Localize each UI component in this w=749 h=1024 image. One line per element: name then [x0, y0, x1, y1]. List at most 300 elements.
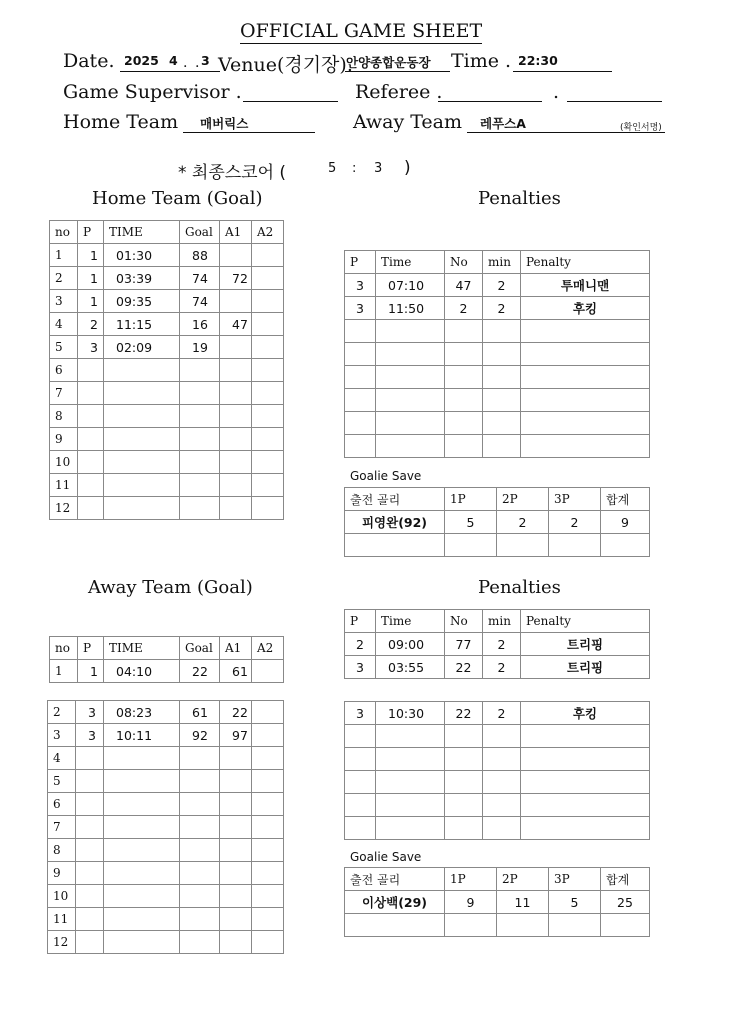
- venue-value[interactable]: 안양종합운동장: [346, 55, 431, 70]
- supervisor-field[interactable]: [243, 101, 338, 102]
- home-penalty-cell[interactable]: [376, 343, 445, 366]
- away-goal-cell[interactable]: [220, 908, 252, 931]
- away-goal-cell[interactable]: 3: [76, 701, 104, 724]
- away-penalty-cell[interactable]: [521, 817, 650, 840]
- away-penalty-cell[interactable]: 3: [345, 656, 376, 679]
- home-penalty-cell[interactable]: [445, 389, 483, 412]
- home-penalty-cell[interactable]: [376, 389, 445, 412]
- home-goal-cell[interactable]: 2: [78, 313, 104, 336]
- home-penalty-cell[interactable]: 3: [345, 274, 376, 297]
- home-penalty-cell[interactable]: [345, 366, 376, 389]
- away-goal-cell[interactable]: [252, 701, 284, 724]
- away-goal-cell[interactable]: 04:10: [104, 660, 180, 683]
- away-goal-cell[interactable]: [104, 747, 180, 770]
- home-penalty-cell[interactable]: [445, 412, 483, 435]
- away-goal-cell[interactable]: [104, 908, 180, 931]
- away-goal-cell[interactable]: [180, 931, 220, 954]
- home-goal-title: Home Team (Goal): [92, 188, 263, 209]
- home-goalie-cell[interactable]: [445, 534, 497, 557]
- home-penalty-cell[interactable]: 투매니맨: [521, 274, 650, 297]
- home-goalie-column-header: 2P: [497, 488, 549, 511]
- away-penalty-cell[interactable]: [445, 817, 483, 840]
- home-goal-cell[interactable]: 74: [180, 290, 220, 313]
- away-goal-cell[interactable]: [104, 839, 180, 862]
- away-goalie-cell[interactable]: 이상백(29): [345, 891, 445, 914]
- home-goalie-cell[interactable]: 5: [445, 511, 497, 534]
- away-goal-cell[interactable]: [220, 747, 252, 770]
- home-goal-cell[interactable]: 11:15: [104, 313, 180, 336]
- away-penalty-row: [345, 817, 650, 840]
- away-penalty-cell[interactable]: [521, 725, 650, 748]
- away-penalty-cell[interactable]: [345, 748, 376, 771]
- away-goal-cell[interactable]: [76, 747, 104, 770]
- away-penalty-cell[interactable]: [483, 817, 521, 840]
- away-goal-cell[interactable]: 10:11: [104, 724, 180, 747]
- home-goal-cell[interactable]: 02:09: [104, 336, 180, 359]
- away-goal-cell[interactable]: 3: [76, 724, 104, 747]
- home-goal-cell[interactable]: 3: [50, 290, 78, 313]
- away-goalie-cell[interactable]: [549, 914, 601, 937]
- away-goal-cell[interactable]: 22: [220, 701, 252, 724]
- away-goalie-cell[interactable]: 25: [601, 891, 650, 914]
- away-goal-cell[interactable]: 2: [48, 701, 76, 724]
- date-underline: [120, 71, 220, 72]
- away-goal-cell[interactable]: 08:23: [104, 701, 180, 724]
- away-penalty-cell[interactable]: [445, 771, 483, 794]
- home-goal-cell[interactable]: [78, 405, 104, 428]
- away-penalty-cell[interactable]: 03:55: [376, 656, 445, 679]
- home-goal-cell[interactable]: 88: [180, 244, 220, 267]
- home-penalty-cell[interactable]: [445, 366, 483, 389]
- home-goalie-cell[interactable]: 9: [601, 511, 650, 534]
- final-score-away: 3: [374, 161, 383, 176]
- home-goal-cell[interactable]: [220, 244, 252, 267]
- home-penalty-cell[interactable]: [345, 389, 376, 412]
- home-team-value[interactable]: 매버릭스: [200, 116, 249, 131]
- away-goal-cell[interactable]: [252, 862, 284, 885]
- home-goal-cell[interactable]: [180, 428, 220, 451]
- home-goal-cell[interactable]: [78, 474, 104, 497]
- date-month[interactable]: 4: [169, 53, 178, 68]
- away-goal-cell[interactable]: [220, 770, 252, 793]
- away-penalty-cell[interactable]: [345, 725, 376, 748]
- away-goal-cell[interactable]: [252, 816, 284, 839]
- home-goal-cell[interactable]: 2: [50, 267, 78, 290]
- home-penalty-cell[interactable]: 11:50: [376, 297, 445, 320]
- home-penalty-cell[interactable]: 2: [483, 274, 521, 297]
- home-goal-cell[interactable]: [104, 474, 180, 497]
- home-goalie-row: [345, 534, 650, 557]
- time-label: Time .: [451, 50, 512, 72]
- home-goal-cell[interactable]: [252, 451, 284, 474]
- supervisor-label: Game Supervisor .: [63, 81, 242, 103]
- home-goal-row: [50, 451, 284, 474]
- referee-field-2[interactable]: [567, 101, 662, 102]
- away-penalty-cell[interactable]: [521, 748, 650, 771]
- away-penalty-cell[interactable]: [345, 817, 376, 840]
- home-goal-cell[interactable]: 8: [50, 405, 78, 428]
- away-penalty-cell[interactable]: [483, 748, 521, 771]
- away-penalty-cell[interactable]: [483, 794, 521, 817]
- home-goal-cell[interactable]: [104, 359, 180, 382]
- home-goal-cell[interactable]: 11: [50, 474, 78, 497]
- away-goalie-column-header: 2P: [497, 868, 549, 891]
- home-goal-cell[interactable]: [78, 359, 104, 382]
- away-goalie-table: [344, 867, 650, 937]
- home-penalty-cell[interactable]: 2: [445, 297, 483, 320]
- away-goal-cell[interactable]: [104, 793, 180, 816]
- away-goal-cell[interactable]: 9: [48, 862, 76, 885]
- home-goal-cell[interactable]: 7: [50, 382, 78, 405]
- home-goal-cell[interactable]: [78, 428, 104, 451]
- away-penalty-cell[interactable]: 3: [345, 702, 376, 725]
- home-goal-row: [50, 359, 284, 382]
- home-goal-cell[interactable]: 10: [50, 451, 78, 474]
- home-goal-cell[interactable]: [252, 290, 284, 313]
- home-goal-row: [50, 382, 284, 405]
- away-penalty-cell[interactable]: 트리핑: [521, 633, 650, 656]
- home-goal-cell[interactable]: 01:30: [104, 244, 180, 267]
- home-goal-row: [50, 267, 284, 290]
- home-goal-cell[interactable]: [252, 382, 284, 405]
- away-penalty-cell[interactable]: [483, 725, 521, 748]
- away-goal-cell[interactable]: [180, 747, 220, 770]
- home-goal-cell[interactable]: [220, 382, 252, 405]
- home-goal-cell[interactable]: [220, 451, 252, 474]
- away-penalty-cell[interactable]: 22: [445, 656, 483, 679]
- home-goal-cell[interactable]: [252, 474, 284, 497]
- home-goal-cell[interactable]: [220, 359, 252, 382]
- home-goal-cell[interactable]: [252, 359, 284, 382]
- away-goal-cell[interactable]: 1: [78, 660, 104, 683]
- away-goal-cell[interactable]: [252, 724, 284, 747]
- away-penalty-cell[interactable]: [376, 794, 445, 817]
- home-penalty-cell[interactable]: [521, 389, 650, 412]
- home-goalie-cell[interactable]: 피영완(92): [345, 511, 445, 534]
- away-goal-cell[interactable]: [76, 793, 104, 816]
- away-penalty-cell[interactable]: 후킹: [521, 702, 650, 725]
- home-goalie-cell[interactable]: [549, 534, 601, 557]
- away-goal-row: [50, 660, 284, 683]
- away-penalty-cell[interactable]: [376, 771, 445, 794]
- home-penalty-row: [345, 320, 650, 343]
- away-goalie-column-header: 합계: [601, 868, 650, 891]
- away-goal-row: [48, 908, 284, 931]
- home-goal-cell[interactable]: 1: [78, 290, 104, 313]
- away-goal-column-header: TIME: [104, 637, 180, 660]
- home-penalty-row: [345, 435, 650, 458]
- home-penalty-cell[interactable]: 07:10: [376, 274, 445, 297]
- home-penalty-cell[interactable]: [521, 412, 650, 435]
- home-goal-cell[interactable]: [78, 382, 104, 405]
- away-goal-cell[interactable]: 12: [48, 931, 76, 954]
- home-goal-column-header: Goal: [180, 221, 220, 244]
- home-goal-cell[interactable]: [180, 474, 220, 497]
- away-goal-cell[interactable]: [76, 839, 104, 862]
- final-score-home: 5: [328, 161, 337, 176]
- away-goalie-cell[interactable]: 11: [497, 891, 549, 914]
- away-penalty-cell[interactable]: [445, 748, 483, 771]
- home-penalty-cell[interactable]: 47: [445, 274, 483, 297]
- home-goal-cell[interactable]: 6: [50, 359, 78, 382]
- home-team-label: Home Team: [63, 111, 179, 133]
- away-goal-cell[interactable]: 92: [180, 724, 220, 747]
- away-goal-cell[interactable]: [180, 770, 220, 793]
- away-goal-row: [48, 931, 284, 954]
- away-goal-cell[interactable]: [220, 816, 252, 839]
- away-goal-cell[interactable]: 4: [48, 747, 76, 770]
- home-goal-cell[interactable]: [180, 405, 220, 428]
- away-goal-cell[interactable]: [76, 862, 104, 885]
- away-goal-cell[interactable]: [252, 660, 284, 683]
- away-penalty-cell[interactable]: [345, 771, 376, 794]
- away-goalie-cell[interactable]: [601, 914, 650, 937]
- away-goal-cell[interactable]: [252, 908, 284, 931]
- away-goal-cell[interactable]: [180, 908, 220, 931]
- away-penalty-cell[interactable]: [445, 794, 483, 817]
- away-goalie-cell[interactable]: 9: [445, 891, 497, 914]
- date-day[interactable]: 3: [201, 53, 210, 68]
- home-penalty-cell[interactable]: [445, 320, 483, 343]
- home-goal-cell[interactable]: 1: [78, 244, 104, 267]
- home-goal-cell[interactable]: [180, 382, 220, 405]
- away-goal-cell[interactable]: [252, 885, 284, 908]
- home-goal-cell[interactable]: 12: [50, 497, 78, 520]
- away-goal-cell[interactable]: [220, 793, 252, 816]
- away-goal-cell[interactable]: 61: [180, 701, 220, 724]
- home-goal-cell[interactable]: 9: [50, 428, 78, 451]
- away-penalty-cell[interactable]: [483, 771, 521, 794]
- home-penalty-cell[interactable]: 2: [483, 297, 521, 320]
- away-goal-cell[interactable]: [252, 839, 284, 862]
- home-penalty-cell[interactable]: [345, 343, 376, 366]
- away-goal-cell[interactable]: [220, 885, 252, 908]
- away-penalty-cell[interactable]: 10:30: [376, 702, 445, 725]
- home-goalie-cell[interactable]: [345, 534, 445, 557]
- home-goal-cell[interactable]: [252, 497, 284, 520]
- home-team-underline: [183, 132, 315, 133]
- home-goalie-cell[interactable]: [497, 534, 549, 557]
- away-goal-cell[interactable]: [76, 931, 104, 954]
- home-goal-cell[interactable]: [180, 497, 220, 520]
- away-goal-cell[interactable]: [180, 793, 220, 816]
- home-goal-cell[interactable]: 3: [78, 336, 104, 359]
- away-goal-header-row: [50, 637, 284, 660]
- away-goal-cell[interactable]: [104, 885, 180, 908]
- home-goal-cell[interactable]: [104, 428, 180, 451]
- away-goalie-cell[interactable]: 5: [549, 891, 601, 914]
- home-penalty-cell[interactable]: [376, 412, 445, 435]
- home-goal-cell[interactable]: 72: [220, 267, 252, 290]
- home-penalty-cell[interactable]: [521, 320, 650, 343]
- away-penalty-cell[interactable]: 트리핑: [521, 656, 650, 679]
- away-penalty-row: [345, 725, 650, 748]
- home-goal-cell[interactable]: [220, 405, 252, 428]
- away-penalty-cell[interactable]: [445, 725, 483, 748]
- home-goal-cell[interactable]: 19: [180, 336, 220, 359]
- away-penalty-cell[interactable]: 09:00: [376, 633, 445, 656]
- home-goal-cell[interactable]: 1: [78, 267, 104, 290]
- away-goal-cell[interactable]: [252, 770, 284, 793]
- home-goal-cell[interactable]: [104, 451, 180, 474]
- away-goal-cell[interactable]: [252, 747, 284, 770]
- away-penalty-cell[interactable]: 77: [445, 633, 483, 656]
- time-value[interactable]: 22:30: [518, 53, 558, 68]
- home-goal-cell[interactable]: [220, 428, 252, 451]
- away-goal-cell[interactable]: [180, 839, 220, 862]
- home-penalty-cell[interactable]: [483, 412, 521, 435]
- home-goal-cell[interactable]: [220, 336, 252, 359]
- home-goal-cell[interactable]: 1: [50, 244, 78, 267]
- away-goal-cell[interactable]: 5: [48, 770, 76, 793]
- home-penalty-cell[interactable]: [521, 435, 650, 458]
- home-goal-cell[interactable]: [104, 382, 180, 405]
- home-penalty-cell[interactable]: [483, 343, 521, 366]
- away-goal-cell[interactable]: [220, 839, 252, 862]
- away-penalty-cell[interactable]: 2: [483, 702, 521, 725]
- away-goalie-cell[interactable]: [497, 914, 549, 937]
- home-penalty-cell[interactable]: [483, 435, 521, 458]
- away-goal-cell[interactable]: 97: [220, 724, 252, 747]
- away-penalty-row: [345, 794, 650, 817]
- away-penalty-cell[interactable]: [376, 725, 445, 748]
- away-goalie-cell[interactable]: [345, 914, 445, 937]
- home-goal-column-header: A2: [252, 221, 284, 244]
- away-penalty-cell[interactable]: [376, 748, 445, 771]
- home-goal-cell[interactable]: [252, 244, 284, 267]
- away-goal-cell[interactable]: 7: [48, 816, 76, 839]
- away-goal-cell[interactable]: [76, 908, 104, 931]
- away-goal-row: [48, 701, 284, 724]
- away-penalty-cell[interactable]: [345, 794, 376, 817]
- home-goal-cell[interactable]: 09:35: [104, 290, 180, 313]
- home-goal-cell[interactable]: [220, 474, 252, 497]
- away-goal-cell[interactable]: [76, 816, 104, 839]
- away-goal-cell[interactable]: [104, 816, 180, 839]
- away-penalty-cell[interactable]: [521, 794, 650, 817]
- away-goal-cell[interactable]: 3: [48, 724, 76, 747]
- home-goal-table: [49, 220, 284, 520]
- home-penalty-cell[interactable]: [483, 389, 521, 412]
- home-penalty-cell[interactable]: [376, 320, 445, 343]
- home-penalty-column-header: Penalty: [521, 251, 650, 274]
- home-goal-column-header: P: [78, 221, 104, 244]
- away-goal-cell[interactable]: [220, 931, 252, 954]
- away-goal-cell[interactable]: [180, 885, 220, 908]
- away-goalie-column-header: 출전 골리: [345, 868, 445, 891]
- away-penalty-cell[interactable]: [376, 817, 445, 840]
- home-goal-cell[interactable]: [220, 290, 252, 313]
- away-goal-cell[interactable]: [76, 770, 104, 793]
- away-penalty-row: [345, 771, 650, 794]
- away-goal-cell[interactable]: [220, 862, 252, 885]
- away-penalty-cell[interactable]: 2: [483, 633, 521, 656]
- home-goal-cell[interactable]: [180, 359, 220, 382]
- away-goal-cell[interactable]: 11: [48, 908, 76, 931]
- home-penalty-row: [345, 343, 650, 366]
- home-goal-cell[interactable]: [252, 336, 284, 359]
- home-goal-cell[interactable]: 5: [50, 336, 78, 359]
- home-goal-cell[interactable]: [252, 428, 284, 451]
- home-penalty-cell[interactable]: [521, 366, 650, 389]
- away-goal-cell[interactable]: [76, 885, 104, 908]
- home-goalie-cell[interactable]: 2: [549, 511, 601, 534]
- home-penalty-cell[interactable]: [345, 320, 376, 343]
- away-goal-cell[interactable]: 10: [48, 885, 76, 908]
- home-goal-header-row: [50, 221, 284, 244]
- away-goal-cell[interactable]: [252, 793, 284, 816]
- away-penalty-cell[interactable]: [521, 771, 650, 794]
- away-goalie-header-row: [345, 868, 650, 891]
- away-goal-cell[interactable]: 22: [180, 660, 220, 683]
- home-goal-cell[interactable]: [220, 497, 252, 520]
- away-goal-row: [48, 793, 284, 816]
- home-penalty-cell[interactable]: [521, 343, 650, 366]
- away-penalty-cell[interactable]: 22: [445, 702, 483, 725]
- home-goal-cell[interactable]: [252, 405, 284, 428]
- home-penalty-cell[interactable]: [483, 366, 521, 389]
- away-goal-row: [48, 839, 284, 862]
- away-goal-cell[interactable]: 61: [220, 660, 252, 683]
- home-penalty-cell[interactable]: [345, 412, 376, 435]
- away-goal-row: [48, 724, 284, 747]
- home-goal-cell[interactable]: [180, 451, 220, 474]
- home-penalty-row: [345, 297, 650, 320]
- home-goal-cell[interactable]: [78, 451, 104, 474]
- home-goal-cell[interactable]: 03:39: [104, 267, 180, 290]
- away-goal-cell[interactable]: [252, 931, 284, 954]
- home-penalty-cell[interactable]: [376, 366, 445, 389]
- home-goal-cell[interactable]: 16: [180, 313, 220, 336]
- home-goalie-cell[interactable]: [601, 534, 650, 557]
- home-penalty-table: [344, 250, 650, 458]
- home-goal-cell[interactable]: [104, 405, 180, 428]
- home-penalty-row: [345, 274, 650, 297]
- away-penalty-cell[interactable]: 2: [345, 633, 376, 656]
- home-goal-cell[interactable]: 4: [50, 313, 78, 336]
- home-goal-cell[interactable]: [78, 497, 104, 520]
- home-penalty-cell[interactable]: [445, 435, 483, 458]
- away-goal-cell[interactable]: [180, 816, 220, 839]
- home-penalty-cell[interactable]: [483, 320, 521, 343]
- home-goal-cell[interactable]: [104, 497, 180, 520]
- home-penalty-cell[interactable]: [376, 435, 445, 458]
- away-goal-cell[interactable]: [104, 862, 180, 885]
- home-goalie-cell[interactable]: 2: [497, 511, 549, 534]
- home-goal-cell[interactable]: [252, 313, 284, 336]
- away-team-value[interactable]: 레푸스A: [480, 116, 526, 131]
- date-year[interactable]: 2025: [124, 53, 159, 68]
- away-goalie-cell[interactable]: [445, 914, 497, 937]
- away-goal-cell[interactable]: 6: [48, 793, 76, 816]
- home-penalty-cell[interactable]: 후킹: [521, 297, 650, 320]
- away-goal-cell[interactable]: 8: [48, 839, 76, 862]
- home-goal-cell[interactable]: 47: [220, 313, 252, 336]
- away-goal-cell[interactable]: [104, 770, 180, 793]
- home-goal-cell[interactable]: [252, 267, 284, 290]
- away-goal-cell[interactable]: 1: [50, 660, 78, 683]
- home-penalty-cell[interactable]: 3: [345, 297, 376, 320]
- home-goal-cell[interactable]: 74: [180, 267, 220, 290]
- away-goal-title: Away Team (Goal): [88, 577, 253, 598]
- away-goal-cell[interactable]: [180, 862, 220, 885]
- referee-field[interactable]: [438, 101, 542, 102]
- home-penalty-cell[interactable]: [345, 435, 376, 458]
- away-goal-cell[interactable]: [104, 931, 180, 954]
- away-penalty-column-header: min: [483, 610, 521, 633]
- away-penalty-cell[interactable]: 2: [483, 656, 521, 679]
- home-penalty-cell[interactable]: [445, 343, 483, 366]
